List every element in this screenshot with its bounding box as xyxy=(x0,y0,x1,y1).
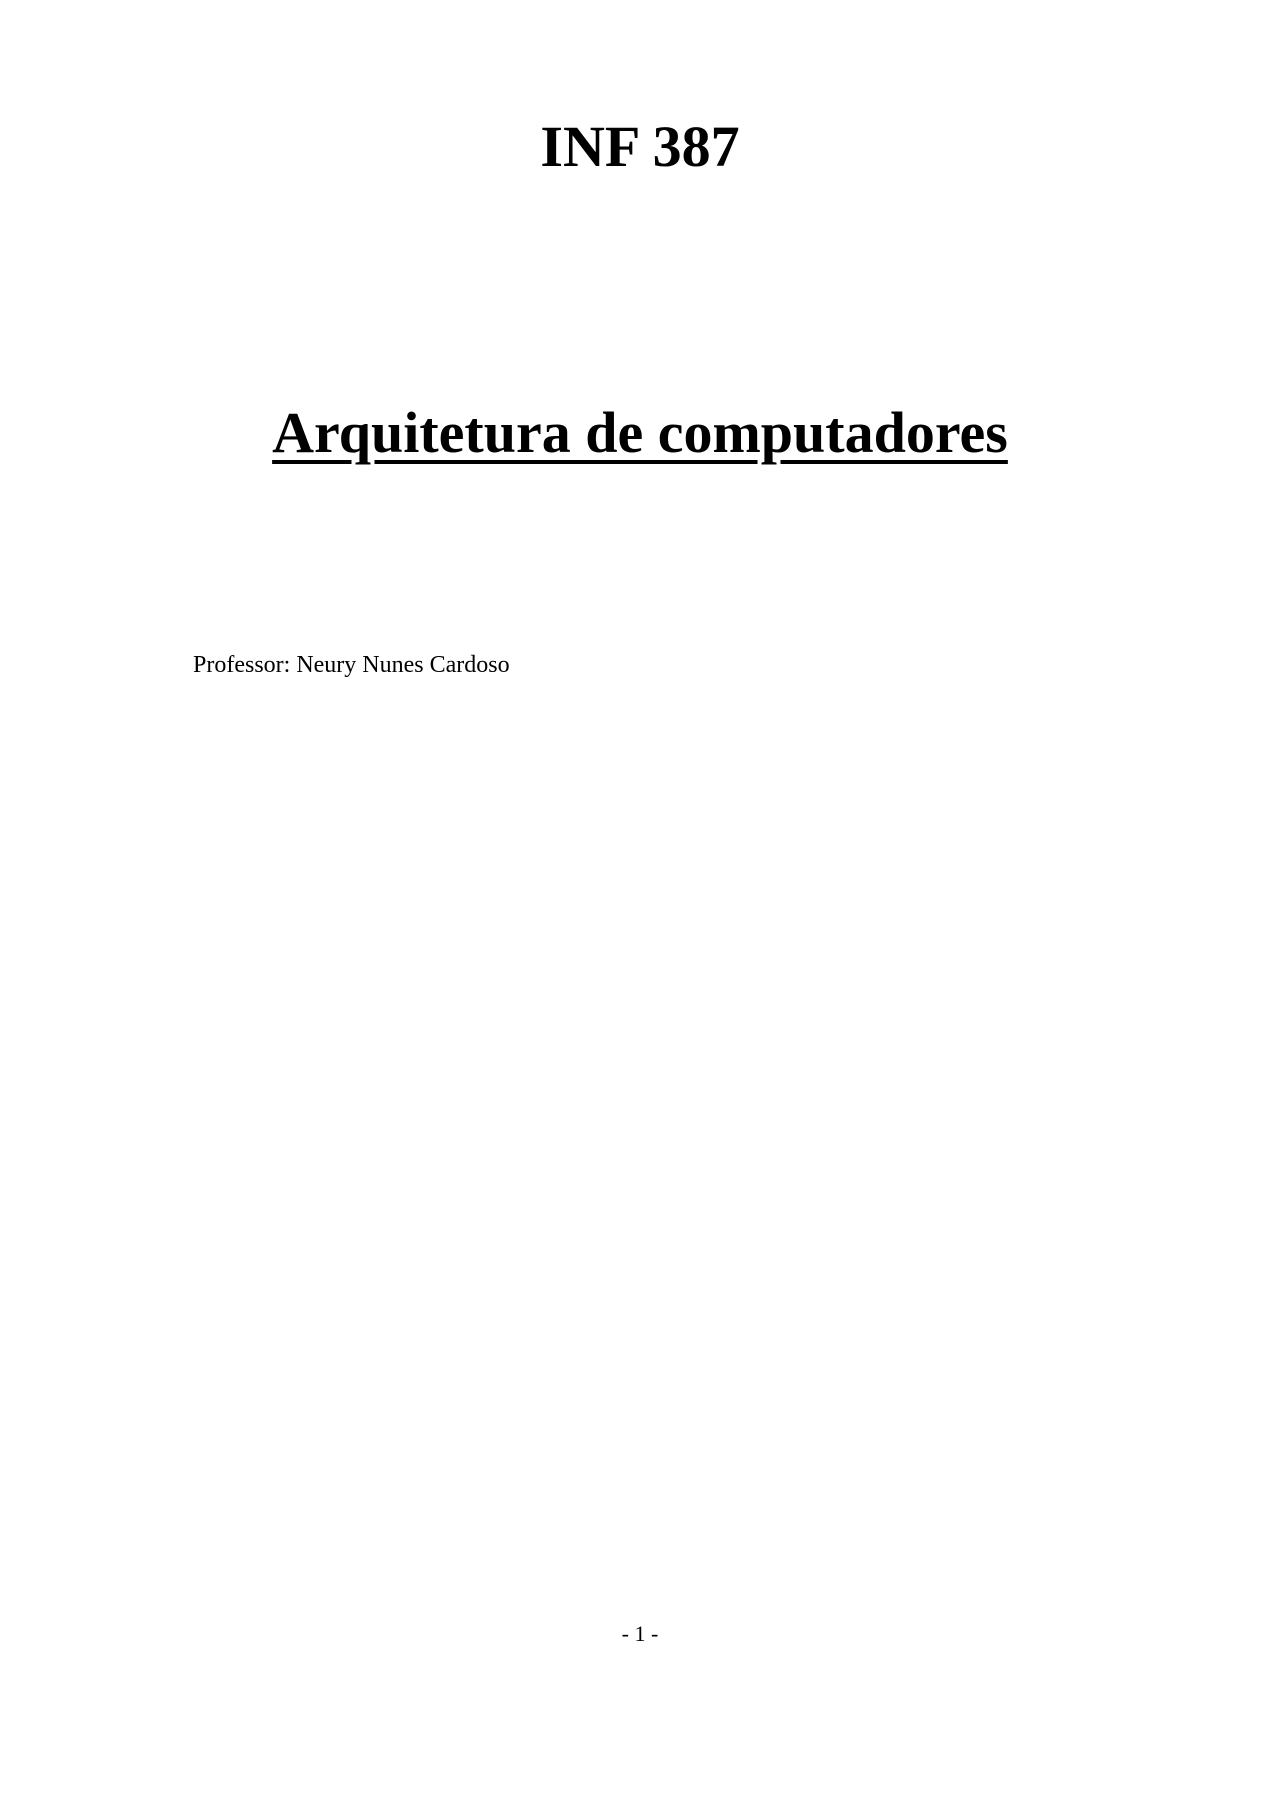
course-title-heading: Arquitetura de computadores xyxy=(272,400,1008,465)
page-number: - 1 - xyxy=(621,1621,659,1646)
professor-line: Professor: Neury Nunes Cardoso xyxy=(193,652,510,678)
course-code-heading: INF 387 xyxy=(540,114,740,179)
